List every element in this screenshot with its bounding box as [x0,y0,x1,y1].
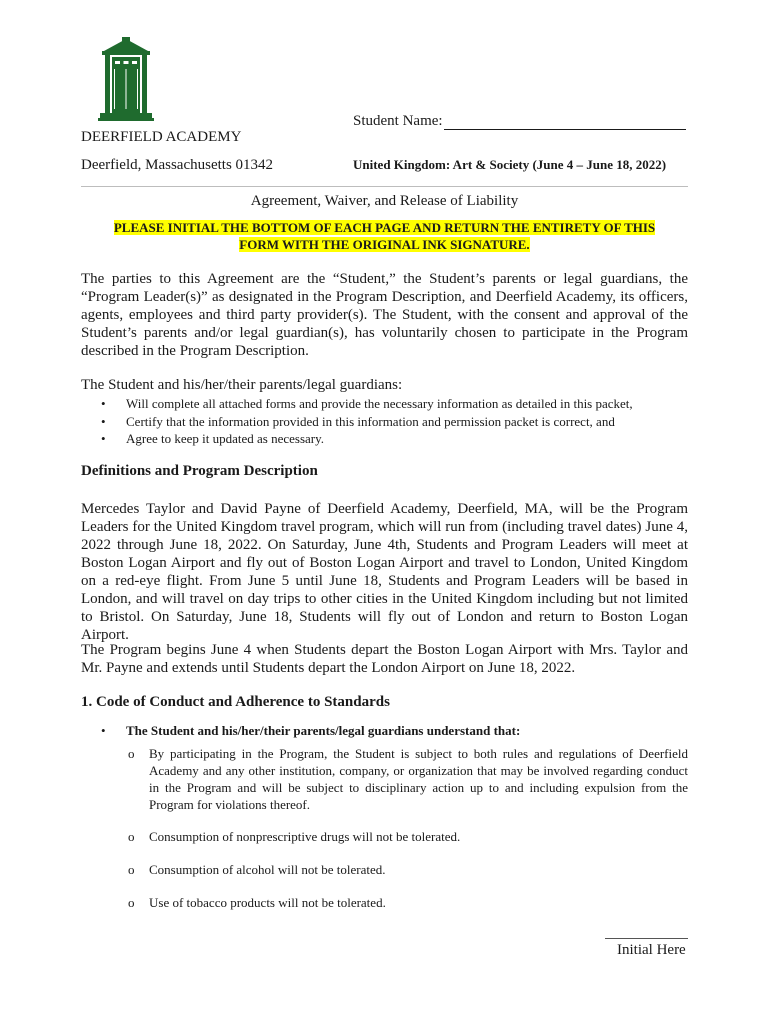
guardians-intro: The Student and his/her/their parents/legal guardians: [81,377,403,393]
initial-notice [81,219,688,253]
list-item: • Agree to keep it updated as necessary. [101,431,325,446]
conduct-item-text: Consumption of nonprescriptive drugs will not be tolerated. [149,829,461,844]
conduct-heading: 1. Code of Conduct and Adherence to Standards [81,694,390,710]
org-location: Deerfield, Massachusetts 01342 [81,157,274,173]
initial-field[interactable] [605,938,688,939]
list-item: • Will complete all attached forms and provide the necessary information as detailed in this packet, [101,396,633,411]
document-title: Agreement, Waiver, and Release of Liability [250,193,519,209]
list-item: • Certify that the information provided in this information and permission packet is correct, and [101,413,615,429]
conduct-item: o Consumption of alcohol will not be tolerated. [128,861,688,878]
conduct-item-text: Use of tobacco products will not be tolerated. [149,895,386,910]
deerfield-door-logo [98,37,154,121]
program-title: United Kingdom: Art & Society (June 4 – June 18, 2022) [353,157,667,172]
definitions-text-2: The Program begins June 4 when Students depart the Boston Logan Airport with Mrs. Taylor and Mr. Payne and extends until Students depart the London Airport on June 18, 2022. [81,642,688,676]
student-name-label: Student Name: [353,113,443,129]
org-name: DEERFIELD ACADEMY [81,129,242,145]
definitions-paragraph-2 [81,641,688,677]
definitions-paragraph-1 [81,500,688,644]
definitions-text-1: Mercedes Taylor and David Payne of Deerfield Academy, Deerfield, MA, will be the Program Leaders for the United Kingdom travel program, which will run from (including travel dates) June 4, 2022 through June 18, 2022. On Saturday, June 4th, Students and Program Leaders will meet at Boston Logan Airport and fly out of Boston Logan Airport and travel to London, United Kingdom on a red-eye flight. From June 5 until June 18, Students and Program Leaders will be based in London, and will travel on day trips to other cities in the United Kingdom including but not limited to Bristol. On Saturday, June 18, Students will fly out of London and return to Boston Logan Airport. [81,501,688,643]
conduct-item: o Consumption of nonprescriptive drugs will not be tolerated. [128,828,688,845]
student-name-field[interactable] [444,129,686,130]
intro-paragraph [81,270,688,360]
guardian-bullet-list [101,395,691,448]
conduct-bullet: • The Student and his/her/their parents/legal guardians understand that: [101,723,521,738]
notice-line-2: FORM WITH THE ORIGINAL INK SIGNATURE. [239,237,530,252]
intro-text: The parties to this Agreement are the “Student,” the Student’s parents or legal guardians, the “Program Leader(s)” as designated in the Program Description, and Deerfield Academy, its officers, agents, employees and third party provider(s). The Student, with the consent and approval of the Student’s parents and/or legal guardian(s), has voluntarily chosen to participate in the Program described in the Program Description. [81,271,688,359]
list-item-text: Agree to keep it updated as necessary. [126,431,325,446]
conduct-item: o By participating in the Program, the Student is subject to both rules and regulations of Deerfield Academy and any other institution, company, or organization that may be involved regarding conduct in the Program and will be subject to disciplinary action up to and including expulsion from the Program for violations thereof. [128,746,688,812]
initial-here-label: Initial Here [617,942,686,958]
conduct-item-text: By participating in the Program, the Student is subject to both rules and regulations of Deerfield Academy and any other institution, company, or organization that may be involved regarding conduct in the Program and will be subject to disciplinary action up to and including expulsion from the Program for violations thereof. [149,746,688,812]
list-item-text: Will complete all attached forms and provide the necessary information as detailed in this packet, [126,396,633,411]
definitions-heading: Definitions and Program Description [81,463,318,479]
conduct-bullet-text: The Student and his/her/their parents/legal guardians understand that: [126,723,521,738]
notice-line-1: PLEASE INITIAL THE BOTTOM OF EACH PAGE AND RETURN THE ENTIRETY OF THIS [113,220,656,235]
conduct-item: o Use of tobacco products will not be tolerated. [128,894,688,911]
header-divider [81,186,688,187]
conduct-item-text: Consumption of alcohol will not be tolerated. [149,862,386,877]
list-item-text: Certify that the information provided in this information and permission packet is correct, and [126,413,615,429]
